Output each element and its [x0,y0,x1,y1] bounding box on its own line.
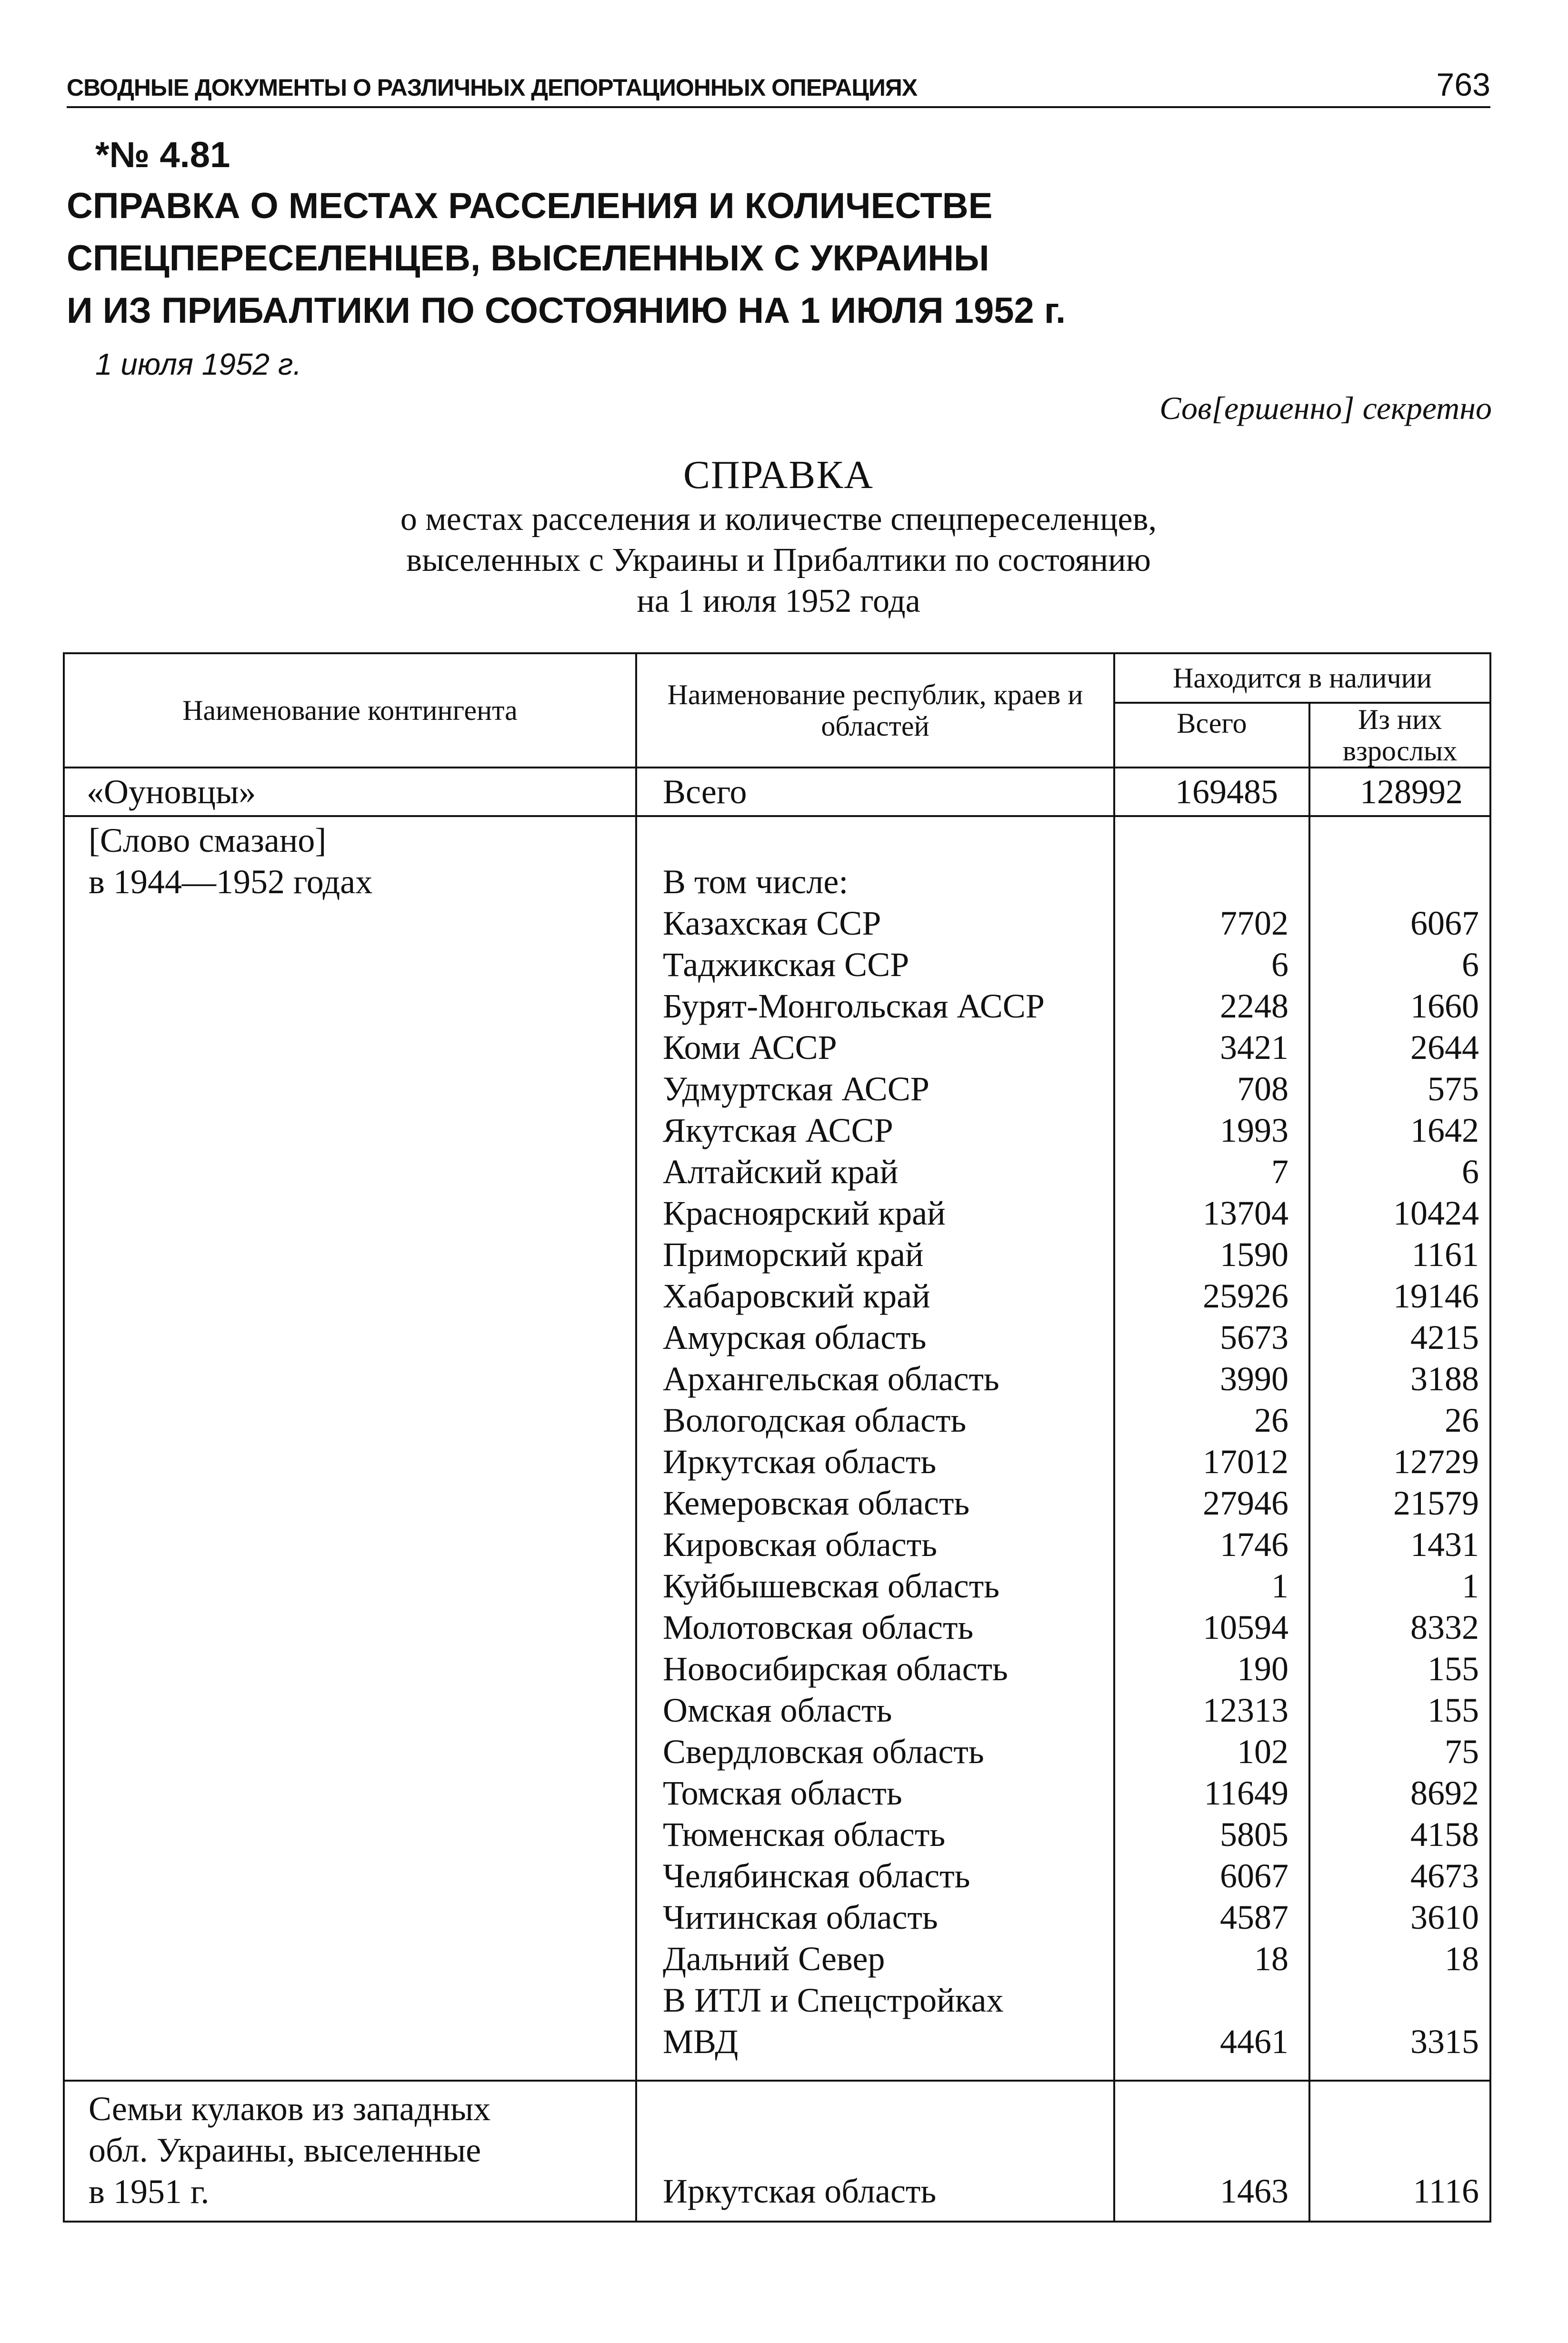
region-name: Хабаровский край [663,1277,930,1315]
region-adults: 19146 [1393,1277,1479,1315]
ounovtsy-adults: 128992 [1360,772,1463,811]
kulaks-adults: 1116 [1413,2172,1479,2210]
region-name: Якутская АССР [663,1111,893,1149]
adults-list [1310,817,1489,2063]
region-adults: 6067 [1410,904,1479,942]
region-name: Молотовская область [663,1608,974,1646]
kulaks-adults-cell [1309,2081,1490,2222]
region-adults: 10424 [1393,1194,1479,1232]
region-name: Дальний Север [663,1940,885,1978]
region-name: Таджикская ССР [663,946,909,984]
region-name: Челябинская область [663,1857,970,1895]
region-name: Кемеровская область [663,1484,970,1522]
running-header-title: СВОДНЫЕ ДОКУМЕНТЫ О РАЗЛИЧНЫХ ДЕПОРТАЦИОННЫХ ОПЕРАЦИЯХ [67,74,918,101]
region-total: 4587 [1220,1898,1288,1936]
region-total: 12313 [1203,1691,1288,1729]
region-total: 10594 [1203,1608,1288,1646]
region-adults: 155 [1428,1691,1479,1729]
region-total: 17012 [1203,1443,1288,1481]
region-adults: 26 [1445,1401,1479,1439]
region-adults: 1161 [1411,1236,1479,1274]
document-number: *№ 4.81 [95,135,230,175]
region-adults: 6 [1462,946,1479,984]
region-name: Тюменская область [663,1815,946,1854]
itl-total: 4461 [1220,2023,1288,2061]
kulaks-region: Иркутская область [663,2172,937,2210]
region-total: 6 [1271,946,1288,984]
page-number: 763 [1436,67,1490,103]
header-present: Находится в наличии [1114,653,1490,703]
ounovtsy-contingent-cell [64,768,636,816]
region-adults: 8332 [1410,1608,1479,1646]
region-name: Красноярский край [663,1194,946,1232]
deportees-table [63,652,1489,2223]
spravka-title-block [67,451,1490,622]
region-adults: 18 [1445,1940,1479,1978]
region-name: Приморский край [663,1236,924,1274]
region-adults: 4158 [1410,1815,1479,1854]
spravka-title: СПРАВКА [683,453,874,497]
region-total: 5673 [1220,1318,1288,1356]
region-name: Читинская область [663,1898,938,1936]
region-adults: 8692 [1410,1774,1479,1812]
itl-adults: 3315 [1410,2023,1479,2061]
region-adults: 75 [1445,1733,1479,1771]
region-name: Удмуртская АССР [663,1070,929,1108]
region-name: Вологодская область [663,1401,967,1439]
region-total: 1 [1271,1567,1288,1605]
region-name: Амурская область [663,1318,927,1356]
region-total: 3990 [1220,1360,1288,1398]
kulaks-contingent-line: обл. Украины, выселенные [89,2131,481,2169]
header-total: Всего [1114,703,1309,768]
running-header [67,56,1490,108]
region-adults: 1642 [1410,1111,1479,1149]
region-total: 1590 [1220,1236,1288,1274]
document-heading-line: СПРАВКА О МЕСТАХ РАССЕЛЕНИЯ И КОЛИЧЕСТВЕ [67,186,993,226]
region-total: 3421 [1220,1028,1288,1067]
region-name: Кировская область [663,1525,938,1564]
spravka-subtitle-line: на 1 июля 1952 года [637,583,920,619]
ounovtsy-total-list-cell [1114,816,1309,2081]
region-total: 7702 [1220,904,1288,942]
kulaks-contingent-line: в 1951 г. [89,2173,210,2211]
spravka-subtitle-line: выселенных с Украины и Прибалтики по состоянию [406,542,1151,578]
kulaks-region-cell [636,2081,1114,2222]
document-heading-line: СПЕЦПЕРЕСЕЛЕНЦЕВ, ВЫСЕЛЕННЫХ С УКРАИНЫ [67,238,989,279]
region-adults: 4215 [1410,1318,1479,1356]
itl-region-line: В ИТЛ и Спецстройках [663,1981,1004,2019]
region-adults: 2644 [1410,1028,1479,1067]
region-name: Свердловская область [663,1733,984,1771]
region-adults: 3610 [1410,1898,1479,1936]
region-total: 13704 [1203,1194,1288,1232]
region-adults: 6 [1462,1153,1479,1191]
header-contingent: Наименование контингента [64,653,636,768]
ounovtsy-region-total-label: Всего [663,772,747,811]
document-heading [67,180,1400,337]
region-adults: 4673 [1410,1857,1479,1895]
region-name: Архангельская область [663,1360,999,1398]
region-total: 102 [1237,1733,1288,1771]
region-adults: 575 [1428,1070,1479,1108]
region-total: 1746 [1220,1525,1288,1564]
kulaks-contingent-cell [64,2081,636,2222]
region-list [637,817,1113,2063]
region-adults: 1431 [1410,1525,1479,1564]
ounovtsy-note-line: в 1944—1952 годах [89,863,373,901]
region-adults: 155 [1428,1650,1479,1688]
ounovtsy-region-list-cell [636,816,1114,2081]
header-regions-text: Наименование республик, краев и областей [667,679,1083,742]
region-total: 18 [1254,1940,1288,1978]
ounovtsy-adults-cell [1309,768,1490,816]
header-adults [1309,703,1490,768]
region-total: 7 [1271,1153,1288,1191]
ounovtsy-total: 169485 [1175,772,1278,811]
region-total: 708 [1237,1070,1288,1108]
region-total: 27946 [1203,1484,1288,1522]
kulaks-contingent-line: Семьи кулаков из западных [89,2090,491,2128]
kulaks-total: 1463 [1220,2172,1288,2210]
ounovtsy-region-cell [636,768,1114,816]
region-name: Казахская ССР [663,904,881,942]
region-name: Куйбышевская область [663,1567,1000,1605]
document-heading-line: И ИЗ ПРИБАЛТИКИ ПО СОСТОЯНИЮ НА 1 ИЮЛЯ 1952 г. [67,290,1066,331]
region-adults: 21579 [1393,1484,1479,1522]
region-adults: 1660 [1410,987,1479,1025]
itl-region-line: МВД [663,2023,739,2061]
region-name: Новосибирская область [663,1650,1008,1688]
region-adults: 1 [1462,1567,1479,1605]
region-adults: 3188 [1410,1360,1479,1398]
kulaks-total-cell [1114,2081,1309,2222]
total-list [1115,817,1308,2063]
region-name: Омская область [663,1691,892,1729]
region-name: Томская область [663,1774,902,1812]
header-adults-text: Из них взрослых [1342,704,1458,767]
region-total: 5805 [1220,1815,1288,1854]
document-date: 1 июля 1952 г. [95,347,302,381]
ounovtsy-note-cell [64,816,636,2081]
subheader-including: В том числе: [663,863,849,901]
region-total: 2248 [1220,987,1288,1025]
spravka-subtitle-line: о местах расселения и количестве спецпереселенцев, [400,501,1157,538]
region-name: Бурят-Монгольская АССР [663,987,1045,1025]
ounovtsy-note-line: [Слово смазано] [89,821,327,859]
region-total: 1993 [1220,1111,1288,1149]
header-regions [636,653,1114,768]
region-total: 26 [1254,1401,1288,1439]
region-total: 6067 [1220,1857,1288,1895]
classification-mark: Сов[ершенно] секретно [1159,390,1492,426]
region-total: 190 [1237,1650,1288,1688]
ounovtsy-adults-list-cell [1309,816,1490,2081]
region-name: Алтайский край [663,1153,899,1191]
ounovtsy-contingent: «Оуновцы» [87,772,256,811]
ounovtsy-total-cell [1114,768,1309,816]
region-adults: 12729 [1393,1443,1479,1481]
region-name: Иркутская область [663,1443,937,1481]
region-total: 11649 [1204,1774,1288,1812]
region-name: Коми АССР [663,1028,837,1067]
region-total: 25926 [1203,1277,1288,1315]
